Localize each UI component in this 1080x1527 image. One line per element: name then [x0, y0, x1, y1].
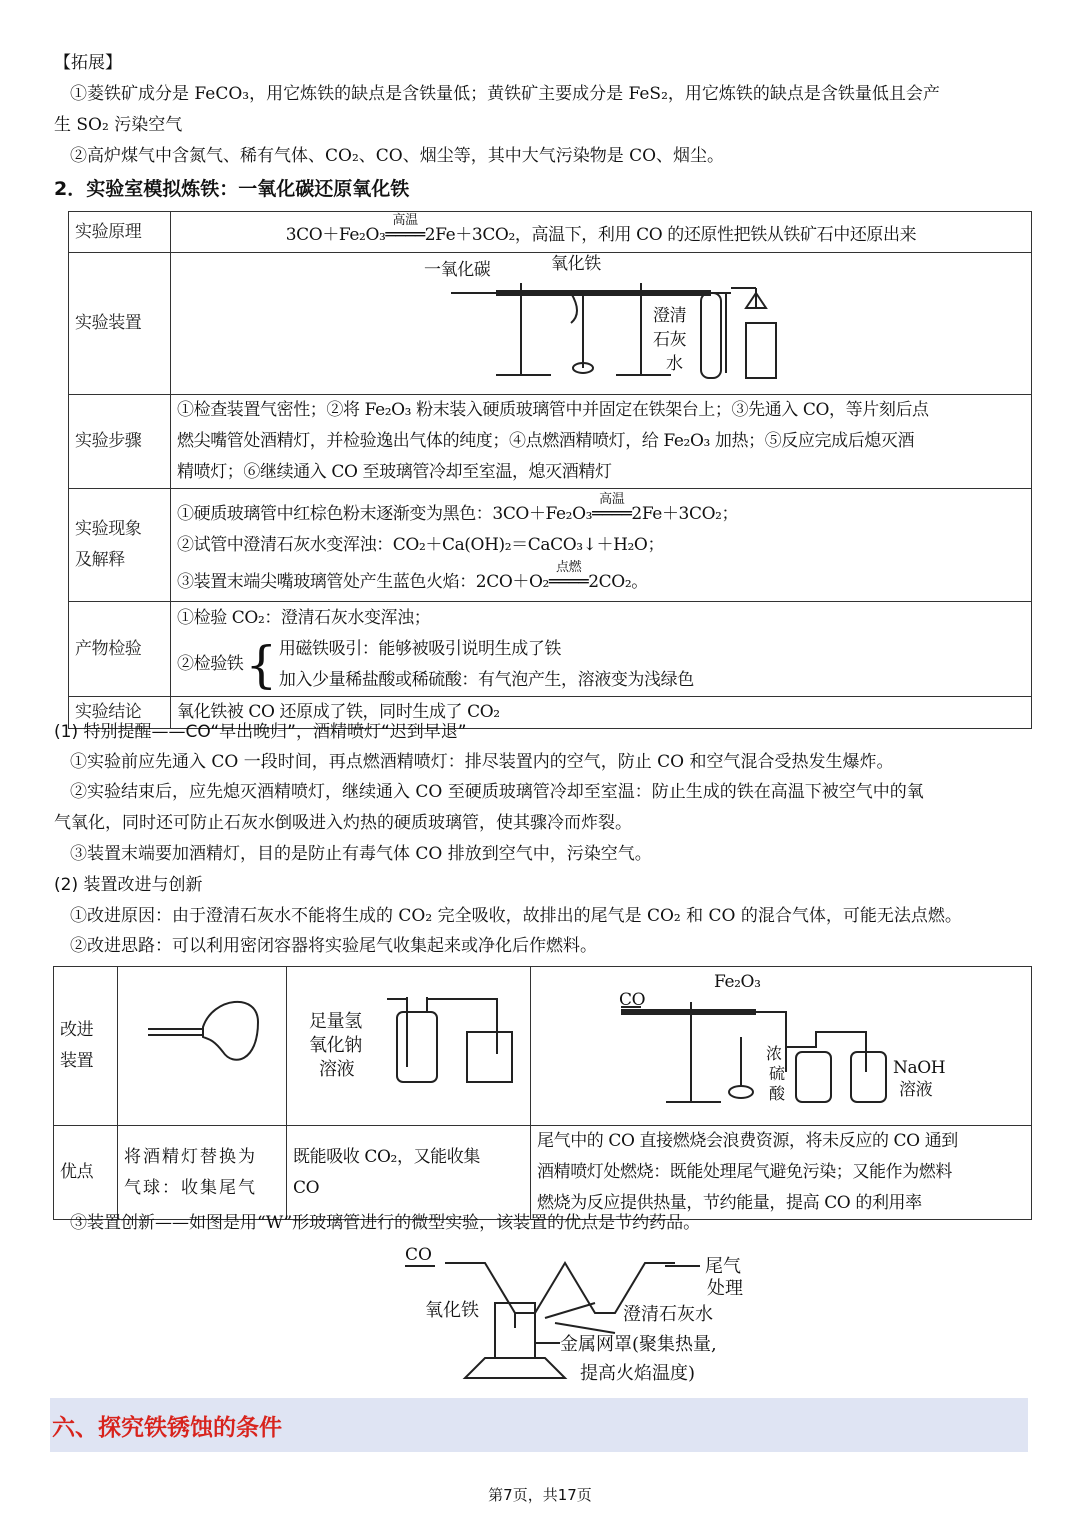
product-text	[171, 602, 1032, 697]
eq3-condition: 点燃	[555, 559, 582, 575]
notice-p1: ①实验前应先通入 CO 一段时间，再点燃酒精喷灯：排尽装置内的空气，防止 CO 和空气混合受热发生爆炸。	[70, 752, 894, 772]
page-footer: 第7页，共17页	[488, 1486, 592, 1504]
label-lime-w: 澄清石灰水	[623, 1304, 713, 1325]
product-line-2: ②检验铁	[177, 654, 244, 674]
naoh-bottle-diagram	[287, 967, 529, 1114]
label-apparatus: 实验装置	[69, 253, 171, 395]
product-line-1: ①检验 CO₂：澄清石灰水变浑浊；	[177, 607, 431, 628]
label-naoh-3: 溶液	[319, 1059, 355, 1080]
steps-line-3: 精喷灯；⑥继续通入 CO 至玻璃管冷却至室温，熄灭酒精灯	[177, 462, 612, 482]
phenomena-text	[171, 489, 1032, 602]
improve-p2: ②改进思路：可以利用密闭容器将实验尾气收集起来或净化后作燃料。	[70, 936, 597, 956]
label-acid-1: 浓	[766, 1044, 782, 1063]
advantage-naoh	[287, 1126, 531, 1220]
improve-title: (2) 装置改进与创新	[54, 875, 203, 895]
label-fe2o3: 氧化铁	[551, 254, 601, 274]
adv3-line-1: 尾气中的 CO 直接燃烧会浪费资源，将未反应的 CO 通到	[537, 1131, 958, 1151]
iron-test-magnet: 用磁铁吸引：能够被吸引说明生成了铁	[278, 638, 562, 659]
notice-p3: ③装置末端要加酒精灯，目的是防止有毒气体 CO 排放到空气中，污染空气。	[70, 844, 652, 864]
phenomena-line-1	[177, 493, 1025, 530]
label-phenomena-1: 实验现象	[75, 519, 142, 539]
label-lime-2: 石灰	[653, 330, 687, 350]
brace: {	[245, 635, 277, 694]
section-6-title: 六、探究铁锈蚀的条件	[52, 1415, 282, 1441]
iron-test-acid: 加入少量稀盐酸或稀硫酸：有气泡产生，溶液变为浅绿色	[278, 669, 694, 690]
expand-title: 【拓展】	[54, 53, 122, 73]
label-naoh-b1: NaOH	[893, 1058, 946, 1078]
adv2-line-1: 既能吸收 CO₂，又能收集	[293, 1146, 480, 1167]
notice-p2-cont: 气氧化，同时还可防止石灰水倒吸进入灼热的硬质玻璃管，使其骤冷而炸裂。	[54, 813, 632, 833]
label-improve-1: 改进	[60, 1020, 94, 1040]
eq1-right: 2Fe＋3CO₂；	[631, 503, 739, 524]
label-naoh-1: 足量氢	[309, 1011, 362, 1032]
label-conclusion: 实验结论	[69, 697, 171, 729]
label-fe2o3-2: Fe₂O₃	[714, 972, 761, 992]
eq1-left: ①硬质玻璃管中红棕色粉末逐渐变为黑色：3CO＋Fe₂O₃	[177, 503, 593, 524]
label-lime-3: 水	[666, 354, 683, 374]
label-phenomena-2: 及解释	[75, 550, 125, 570]
label-tail-2: 处理	[707, 1278, 743, 1299]
eq-left: 3CO＋Fe₂O₃	[285, 224, 386, 245]
apparatus-cell	[171, 253, 1032, 395]
w-tube-diagram	[395, 1238, 765, 1393]
eq3-left: ③装置末端尖嘴玻璃管处产生蓝色火焰：2CO＋O₂	[177, 571, 549, 592]
phenomena-line-2: ②试管中澄清石灰水变浑浊：CO₂＋Ca(OH)₂＝CaCO₃↓＋H₂O；	[177, 534, 665, 555]
innovation-text: ③装置创新——如图是用“W”形玻璃管进行的微型实验，该装置的优点是节约药品。	[70, 1213, 701, 1233]
expand-p1-cont: 生 SO₂ 污染空气	[54, 115, 183, 135]
improve-p1: ①改进原因：由于澄清石灰水不能将生成的 CO₂ 完全吸收，故排出的尾气是 CO₂ 和 CO 的混合气体，可能无法点燃。	[70, 906, 962, 926]
eq-right: 2Fe＋3CO₂，高温下，利用 CO 的还原性把铁从铁矿石中还原出来	[424, 224, 917, 245]
adv3-line-3: 燃烧为反应提供热量，节约能量，提高 CO 的利用率	[537, 1193, 922, 1213]
eq-arrow: 高温 ════	[385, 212, 425, 245]
improvement-table	[53, 966, 1032, 1220]
expand-p2: ②高炉煤气中含氮气、稀有气体、CO₂、CO、烟尘等，其中大气污染物是 CO、烟尘。	[70, 146, 725, 166]
label-improve-2: 装置	[60, 1051, 94, 1071]
notice-title: (1) 特别提醒——CO“早出晚归”，酒精喷灯“迟到早退”	[54, 722, 467, 742]
label-co-2: CO	[619, 990, 646, 1010]
balloon-diagram	[118, 967, 285, 1114]
label-fe2o3-w: 氧化铁	[425, 1300, 479, 1321]
label-mesh-1: 金属网罩(聚集热量,	[560, 1334, 717, 1355]
label-co-w: CO	[405, 1245, 432, 1265]
improved-full-apparatus-diagram	[531, 967, 1031, 1114]
label-acid-3: 酸	[769, 1084, 785, 1103]
eq1-condition: 高温	[599, 491, 625, 507]
adv2-line-2: CO	[293, 1177, 320, 1198]
co-reduction-apparatus-diagram	[171, 253, 1031, 383]
advantage-full	[531, 1126, 1032, 1220]
label-phenomena	[69, 489, 171, 602]
phenomena-line-3	[177, 561, 1025, 598]
conclusion-text: 氧化铁被 CO 还原成了铁，同时生成了 CO₂	[171, 697, 1032, 729]
steps-line-1: ①检查装置气密性；②将 Fe₂O₃ 粉末装入硬质玻璃管中并固定在铁架台上；③先通入 CO，等片刻后点	[177, 400, 929, 420]
label-principle: 实验原理	[69, 212, 171, 253]
eq3-right: 2CO₂。	[588, 571, 648, 592]
label-co: 一氧化碳	[424, 260, 491, 280]
eq-condition: 高温	[392, 212, 418, 228]
label-tail-1: 尾气	[705, 1256, 741, 1277]
experiment-table	[68, 211, 1032, 729]
label-improved-apparatus	[54, 967, 118, 1126]
balloon-cell	[118, 967, 287, 1126]
full-apparatus-cell	[531, 967, 1032, 1126]
label-naoh-2: 氧化钠	[309, 1035, 362, 1056]
adv1-line-2: 气球：收集尾气	[124, 1177, 257, 1198]
label-steps: 实验步骤	[69, 395, 171, 489]
label-mesh-2: 提高火焰温度)	[580, 1363, 696, 1384]
eq1-arrow: 高温 ════	[592, 491, 632, 524]
label-acid-2: 硫	[769, 1064, 785, 1083]
eq3-arrow: 点燃 ════	[548, 559, 589, 592]
label-naoh-b2: 溶液	[899, 1080, 933, 1100]
section-2-title: 2．实验室模拟炼铁：一氧化碳还原氧化铁	[54, 178, 410, 200]
steps-line-2: 燃尖嘴管处酒精灯，并检验逸出气体的纯度；④点燃酒精喷灯，给 Fe₂O₃ 加热；⑤反应完成后熄灭酒	[177, 431, 915, 451]
adv1-line-1: 将酒精灯替换为	[124, 1146, 257, 1167]
steps-text	[171, 395, 1032, 489]
section-6-banner	[50, 1398, 1028, 1452]
advantage-balloon	[118, 1126, 287, 1220]
adv3-line-2: 酒精喷灯处燃烧：既能处理尾气避免污染；又能作为燃料	[537, 1162, 952, 1182]
label-lime-1: 澄清	[653, 306, 687, 326]
expand-p1: ①菱铁矿成分是 FeCO₃，用它炼铁的缺点是含铁量低；黄铁矿主要成分是 FeS₂，用它炼铁的缺点是含铁量低且会产	[70, 84, 940, 104]
notice-p2: ②实验结束后，应先熄灭酒精喷灯，继续通入 CO 至硬质玻璃管冷却至室温：防止生成的铁在高温下被空气中的氧	[70, 782, 924, 802]
naoh-bottle-cell	[287, 967, 531, 1126]
label-advantage: 优点	[54, 1126, 118, 1220]
label-product: 产物检验	[69, 602, 171, 697]
principle-text	[171, 212, 1032, 253]
